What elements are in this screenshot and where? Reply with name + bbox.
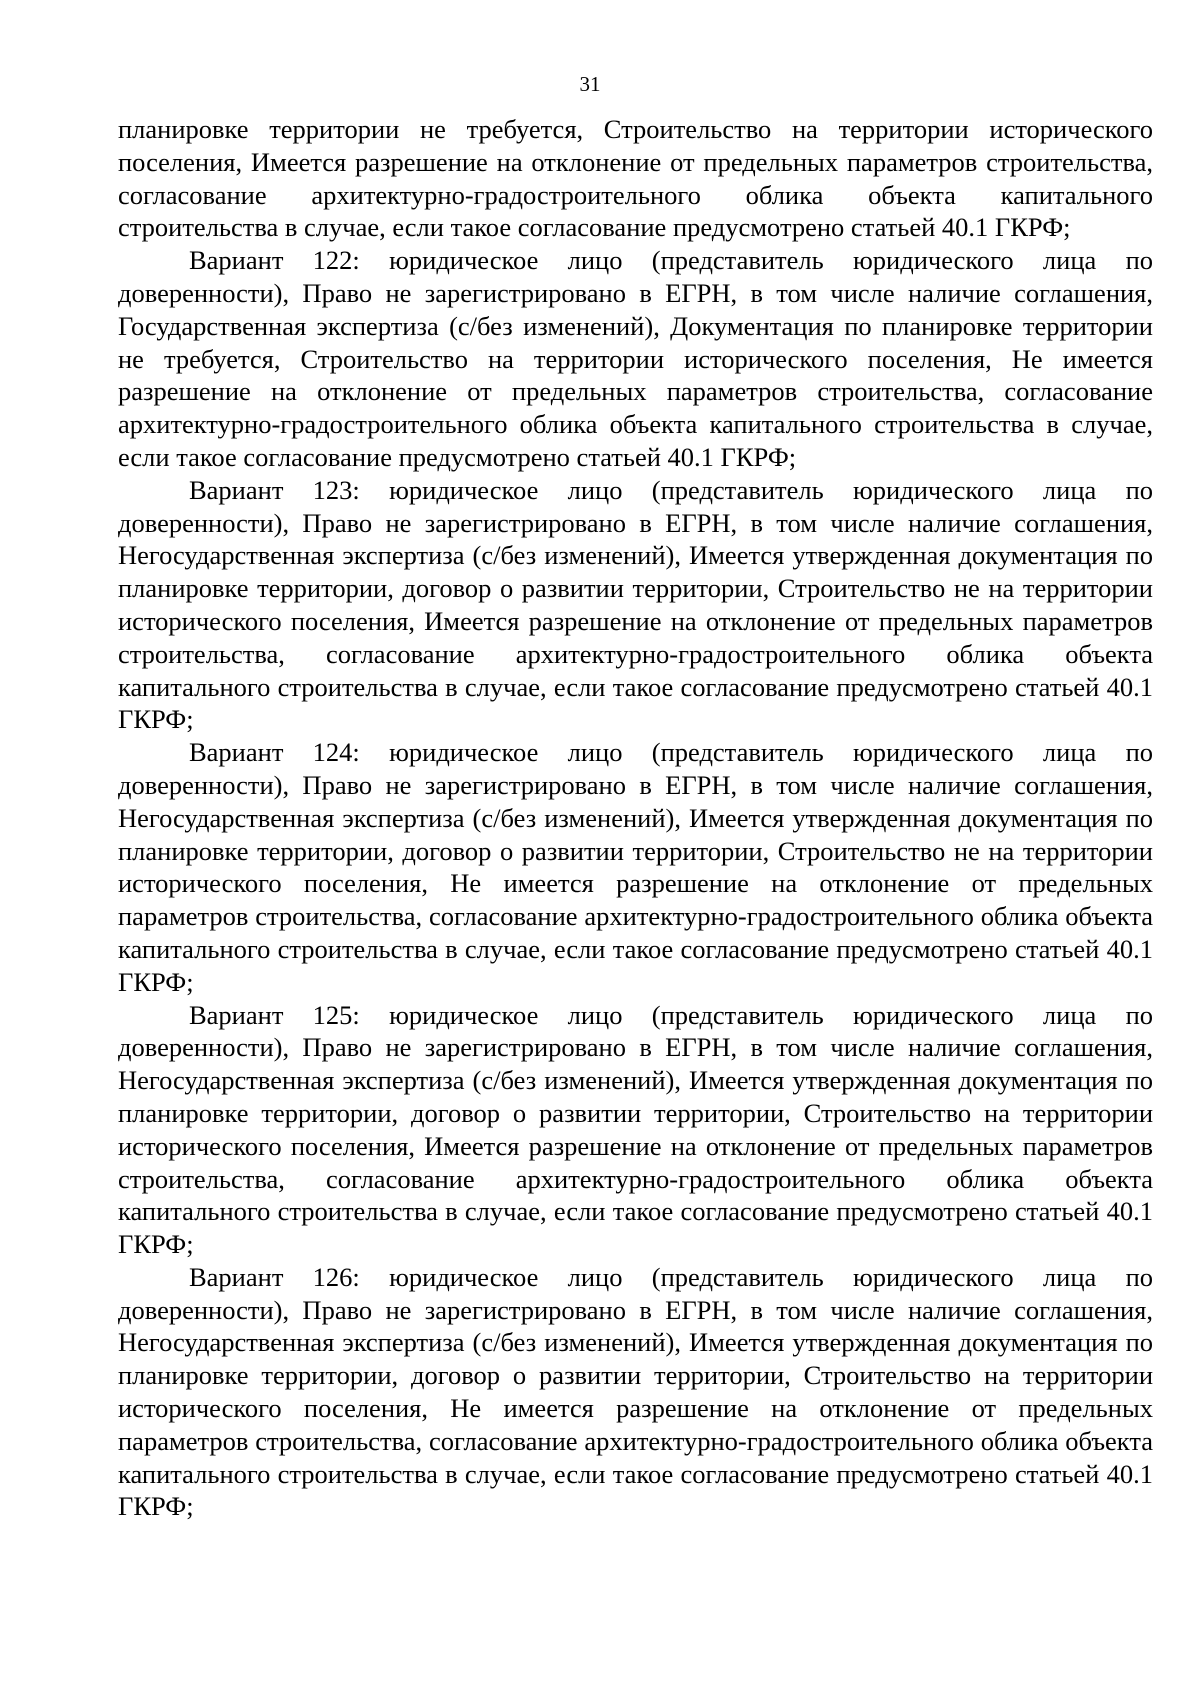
- paragraph-variant-124: Вариант 124: юридическое лицо (представитель юридического лица по доверенности), Право не зарегистрировано в ЕГРН, в том числе наличие соглашения, Негосударственная экспертиза (с/без изменений), Имеется утвержденная документация по планировке территории, договор о развитии территории, Строительство не на территории исторического поселения, Не имеется разрешение на отклонение от предельных параметров строительства, согласование архитектурно-градостроительного облика объекта капитального строительства в случае, если такое согласование предусмотрено статьей 40.1 ГКРФ;: [118, 737, 1153, 997]
- paragraph-variant-126: Вариант 126: юридическое лицо (представитель юридического лица по доверенности), Право не зарегистрировано в ЕГРН, в том числе наличие соглашения, Негосударственная экспертиза (с/без изменений), Имеется утвержденная документация по планировке территории, договор о развитии территории, Строительство на территории исторического поселения, Не имеется разрешение на отклонение от предельных параметров строительства, согласование архитектурно-градостроительного облика объекта капитального строительства в случае, если такое согласование предусмотрено статьей 40.1 ГКРФ;: [118, 1261, 1153, 1522]
- paragraph-variant-125: Вариант 125: юридическое лицо (представитель юридического лица по доверенности), Право не зарегистрировано в ЕГРН, в том числе наличие соглашения, Негосударственная экспертиза (с/без изменений), Имеется утвержденная документация по планировке территории, договор о развитии территории, Строительство на территории исторического поселения, Имеется разрешение на отклонение от предельных параметров строительства, согласование архитектурно-градостроительного облика объекта капитального строительства в случае, если такое согласование предусмотрено статьей 40.1 ГКРФ;: [118, 999, 1153, 1260]
- paragraph-continued: планировке территории не требуется, Строительство на территории исторического поселения, Имеется разрешение на отклонение от предельных параметров строительства, согласование архитектурно-градостроительного облика объекта капитального строительства в случае, если такое согласование предусмотрено статьей 40.1 ГКРФ;: [118, 114, 1153, 243]
- paragraph-variant-122: Вариант 122: юридическое лицо (представитель юридического лица по доверенности), Право не зарегистрировано в ЕГРН, в том числе наличие соглашения, Государственная экспертиза (с/без изменений), Документация по планировке территории не требуется, Строительство на территории исторического поселения, Не имеется разрешение на отклонение от предельных параметров строительства, согласование архитектурно-градостроительного облика объекта капитального строительства в случае, если такое согласование предусмотрено статьей 40.1 ГКРФ;: [118, 245, 1153, 472]
- page-number: 31: [579, 72, 601, 96]
- document-body: [118, 113, 1153, 1523]
- paragraph-variant-123: Вариант 123: юридическое лицо (представитель юридического лица по доверенности), Право не зарегистрировано в ЕГРН, в том числе наличие соглашения, Негосударственная экспертиза (с/без изменений), Имеется утвержденная документация по планировке территории, договор о развитии территории, Строительство не на территории исторического поселения, Имеется разрешение на отклонение от предельных параметров строительства, согласование архитектурно-градостроительного облика объекта капитального строительства в случае, если такое согласование предусмотрено статьей 40.1 ГКРФ;: [118, 474, 1153, 735]
